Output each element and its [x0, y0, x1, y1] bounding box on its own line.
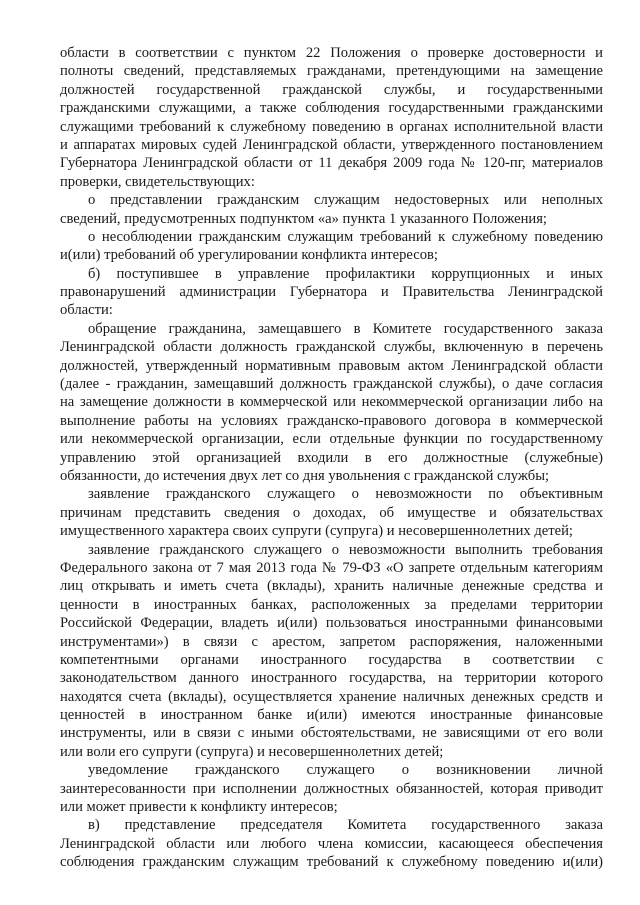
text-line: находятся счета (вклады), осуществляется хранение наличных денежных средств и — [60, 688, 603, 705]
text-line: имущественного характера своих супруги (супруга) и несовершеннолетних детей; — [60, 523, 573, 540]
text-line: инструменты, или в связи с иными обстоятельствами, не зависящими от его воли — [60, 725, 603, 742]
text-line: области: — [60, 302, 113, 319]
text-line: на замещение должности в коммерческой или некоммерческой организации либо на — [60, 394, 603, 411]
text-line: Ленинградской области или любого члена комиссии, касающееся обеспечения — [60, 835, 603, 852]
text-line: или воли его супруги (супруга) и несовершеннолетних детей; — [60, 743, 444, 760]
text-line: о несоблюдении гражданским служащим требований к служебному поведению — [88, 228, 603, 245]
text-line: Российской Федерации, владеть и(или) пользоваться иностранными финансовыми — [60, 615, 603, 632]
document-body — [60, 44, 603, 872]
text-line: и аппаратах мировых судей Ленинградской области, утвержденного постановлением — [60, 136, 603, 153]
text-line: Губернатора Ленинградской области от 11 декабря 2009 года № 120-пг, материалов — [60, 155, 603, 172]
text-line: ценности в иностранных банках, расположенных за пределами территории — [60, 596, 603, 613]
text-line: (далее - гражданин, замещавший должность гражданской службы), о даче согласия — [60, 376, 603, 393]
text-line: в) представление председателя Комитета государственного заказа — [88, 817, 603, 834]
text-line: или некоммерческой организации, если отдельные функции по государственному — [60, 431, 603, 448]
text-line: инструментами») в связи с арестом, запретом распоряжения, наложенными — [60, 633, 603, 650]
text-line: сведений, предусмотренных подпунктом «а» пункта 1 указанного Положения; — [60, 210, 547, 227]
text-line: причинам представить сведения о доходах, об имуществе и обязательствах — [60, 504, 603, 521]
text-line: законодательством данного иностранного государства, на территории которого — [60, 670, 603, 687]
text-line: Ленинградской области должность гражданской службы, включенную в перечень — [60, 339, 603, 356]
text-line: Федерального закона от 7 мая 2013 года № 79-ФЗ «О запрете отдельным категориям — [60, 559, 603, 576]
text-line: области в соответствии с пунктом 22 Положения о проверке достоверности и — [60, 45, 603, 61]
text-line: правонарушений администрации Губернатора и Правительства Ленинградской — [60, 284, 603, 301]
text-line: соблюдения гражданским служащим требований к служебному поведению и(или) — [60, 854, 603, 871]
text-line: компетентными органами иностранного государства в соответствии с — [60, 651, 603, 668]
text-line: заявление гражданского служащего о невозможности выполнить требования — [88, 541, 603, 558]
text-line: уведомление гражданского служащего о возникновении личной — [88, 762, 603, 779]
text-line: обращение гражданина, замещавшего в Комитете государственного заказа — [88, 320, 603, 337]
text-line: управлению этой организацией входили в его должностные (служебные) — [60, 449, 603, 466]
text-line: ценностей в иностранном банке и(или) имеются иностранные финансовые — [60, 707, 603, 724]
text-line: лиц открывать и иметь счета (вклады), хранить наличные денежные средства и — [60, 578, 603, 595]
text-line: должностей, утвержденный нормативным правовым актом Ленинградской области — [60, 357, 603, 374]
text-line: должностей государственной гражданской службы, и государственными — [60, 81, 603, 98]
text-line: о представлении гражданским служащим недостоверных или неполных — [88, 192, 603, 209]
text-line: заявление гражданского служащего о невозможности по объективным — [88, 486, 603, 503]
text-line: проверки, свидетельствующих: — [60, 173, 255, 190]
text-line: гражданскими служащими, а также соблюдения государственными гражданскими — [60, 100, 603, 117]
text-line: или может привести к конфликту интересов; — [60, 799, 338, 816]
text-line: полноты сведений, представляемых гражданами, претендующими на замещение — [60, 63, 603, 80]
text-line: и(или) требований об урегулировании конфликта интересов; — [60, 247, 438, 264]
text-line: служащими требований к служебному поведению в органах исполнительной власти — [60, 118, 603, 135]
text-line: б) поступившее в управление профилактики коррупционных и иных — [88, 265, 603, 282]
text-line: обязанности, до истечения двух лет со дня увольнения с гражданской службы; — [60, 467, 550, 484]
text-line: выполнение работы на условиях гражданско-правового договора в коммерческой — [60, 412, 603, 429]
text-line: заинтересованности при исполнении должностных обязанностей, которая приводит — [60, 780, 603, 797]
